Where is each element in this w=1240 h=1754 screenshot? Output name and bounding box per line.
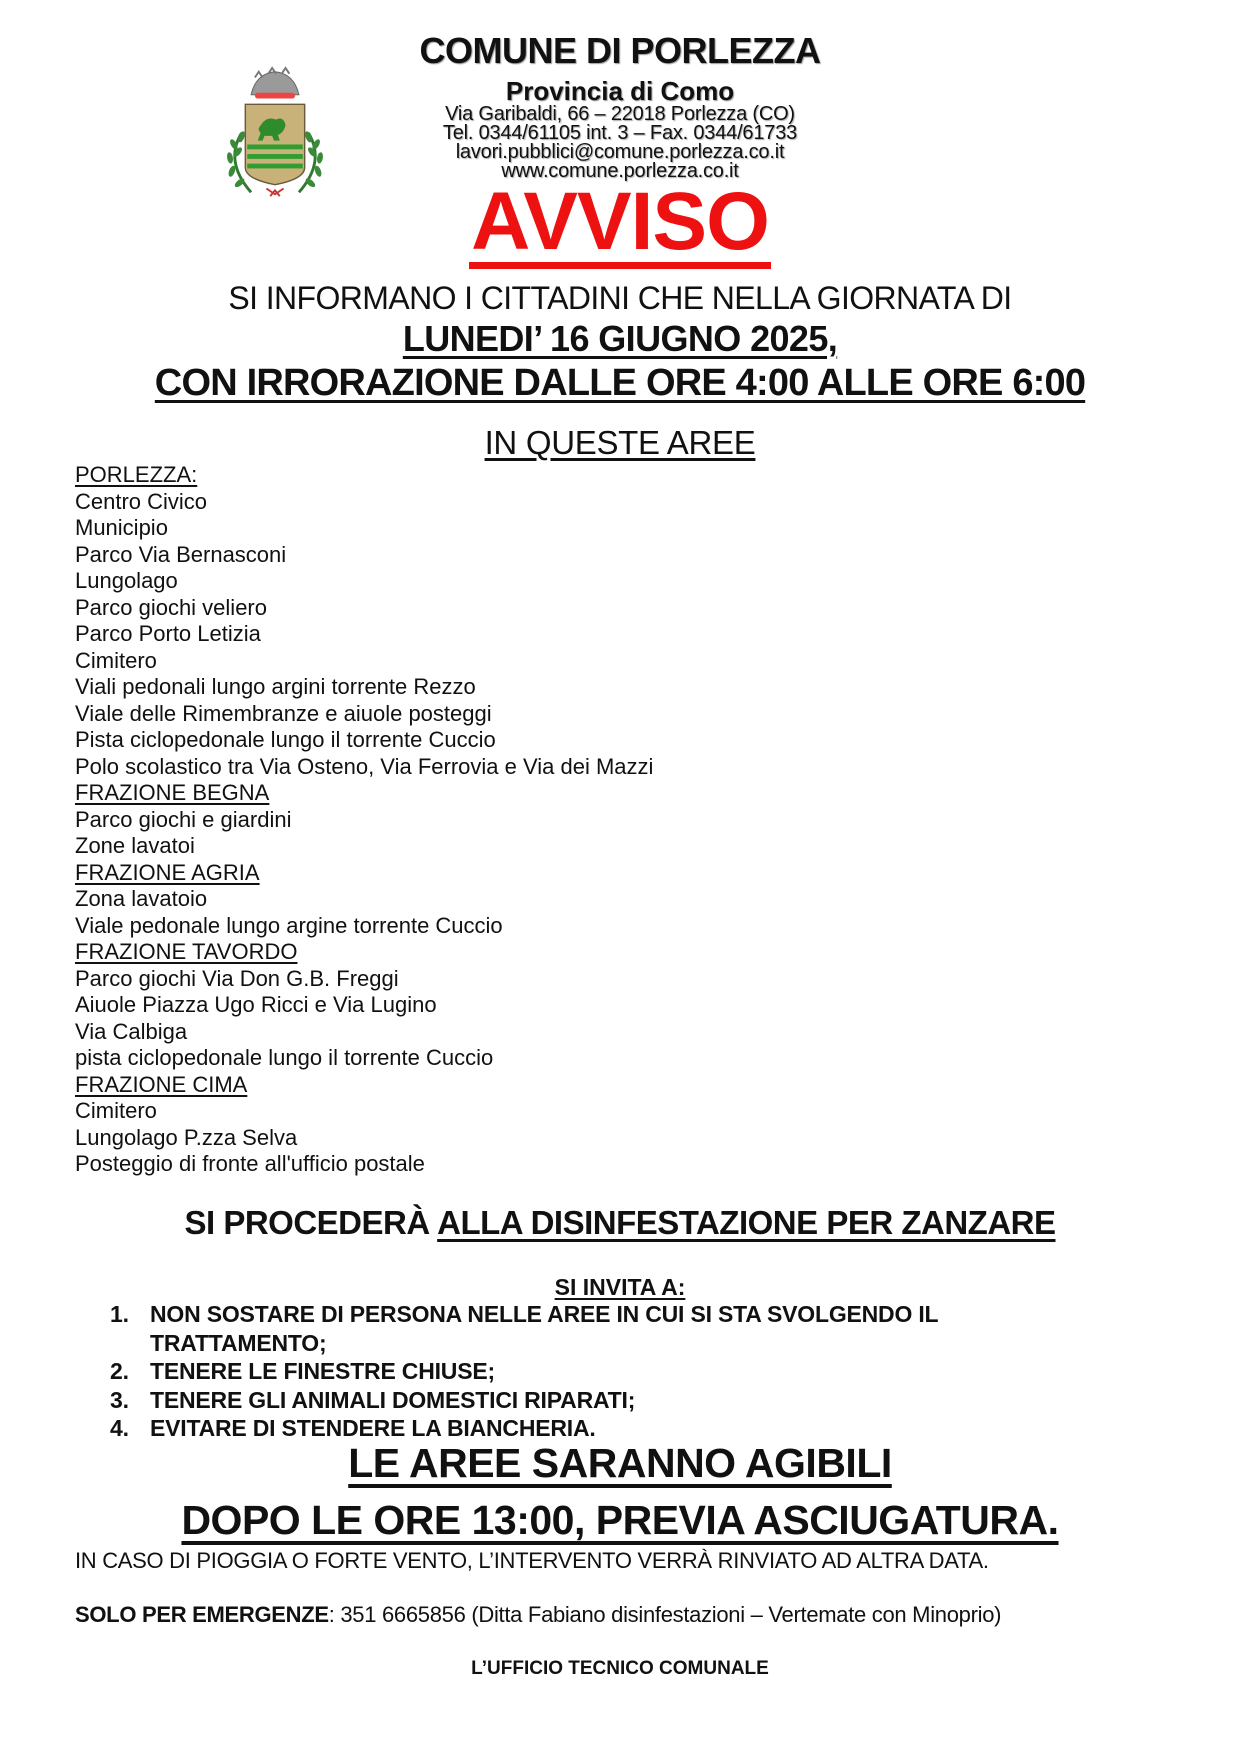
emergency-contact	[75, 1602, 1001, 1628]
availability-line-1: LE AREE SARANNO AGIBILI	[348, 1440, 892, 1486]
rule-text: TENERE GLI ANIMALI DOMESTICI RIPARATI;	[150, 1386, 636, 1413]
time-text: CON IRRORAZIONE DALLE ORE 4:00 ALLE ORE 6:00	[154, 362, 1086, 404]
area-item: Parco Via Bernasconi	[75, 541, 287, 567]
rule-item	[110, 1386, 1110, 1415]
area-item: Lungolago	[75, 568, 178, 593]
area-item: Pista ciclopedonale lungo il torrente Cuccio	[75, 727, 496, 752]
rain-notice: IN CASO DI PIOGGIA O FORTE VENTO, L’INTERVENTO VERRÀ RINVIATO AD ALTRA DATA.	[75, 1548, 989, 1573]
areas-list	[75, 462, 653, 1178]
time-wrap	[0, 362, 1240, 405]
area-item: Viali pedonali lungo argini torrente Rezzo	[75, 674, 476, 699]
area-item: Viale delle Rimembranze e aiuole posteggi	[75, 700, 492, 726]
website-link[interactable]: www.comune.porlezza.co.it	[501, 160, 739, 182]
municipal-crest-icon	[212, 66, 338, 200]
area-group-heading: FRAZIONE BEGNA	[75, 780, 270, 805]
area-item: Cimitero	[75, 647, 157, 673]
municipality-title: COMUNE DI PORLEZZA	[419, 30, 821, 71]
area-item: pista ciclopedonale lungo il torrente Cuccio	[75, 1045, 494, 1070]
area-item: Polo scolastico tra Via Osteno, Via Ferrovia e Via dei Mazzi	[75, 753, 654, 779]
invite-title: SI INVITA A:	[554, 1274, 686, 1300]
procedure-prefix: SI PROCEDERÀ	[184, 1204, 430, 1241]
rule-number: 3.	[110, 1386, 129, 1413]
date-wrap	[0, 318, 1240, 360]
area-group-heading: PORLEZZA:	[75, 462, 198, 487]
area-item: Parco Porto Letizia	[75, 621, 261, 646]
emergency-text: : 351 6665856 (Ditta Fabiano disinfestazioni – Vertemate con Minoprio)	[328, 1602, 1002, 1627]
intro-text: SI INFORMANO I CITTADINI CHE NELLA GIORNATA DI	[228, 280, 1012, 316]
area-item: Parco giochi veliero	[75, 594, 267, 620]
rule-item	[110, 1414, 1110, 1443]
notice-heading-wrap	[0, 176, 1240, 269]
emergency-label: SOLO PER EMERGENZE	[75, 1602, 329, 1627]
rules-list	[110, 1300, 1110, 1443]
rule-number: 1.	[110, 1301, 129, 1327]
area-item: Lungolago P.zza Selva	[75, 1124, 298, 1150]
area-item: Zona lavatoio	[75, 886, 208, 911]
area-group-heading: FRAZIONE TAVORDO	[75, 939, 298, 964]
rule-item	[110, 1357, 1110, 1386]
area-item: Posteggio di fronte all'ufficio postale	[75, 1151, 425, 1176]
area-item: Parco giochi e giardini	[75, 806, 292, 832]
area-group-heading: FRAZIONE AGRIA	[75, 859, 260, 885]
area-item: Municipio	[75, 515, 168, 540]
area-item: Zone lavatoi	[75, 833, 195, 858]
rule-text: TENERE LE FINESTRE CHIUSE;	[150, 1358, 495, 1384]
availability-line-1-wrap	[0, 1440, 1240, 1487]
procedure-line	[0, 1204, 1240, 1242]
area-item: Via Calbiga	[75, 1018, 188, 1044]
area-item: Parco giochi Via Don G.B. Freggi	[75, 965, 399, 991]
rule-text: NON SOSTARE DI PERSONA NELLE AREE IN CUI SI STA SVOLGENDO IL TRATTAMENTO;	[150, 1301, 938, 1356]
availability-line-2-wrap	[0, 1497, 1240, 1544]
province-name: Provincia di Como	[505, 76, 735, 106]
rule-text: EVITARE DI STENDERE LA BIANCHERIA.	[150, 1415, 596, 1441]
rule-item	[110, 1300, 1110, 1357]
availability-line-2: DOPO LE ORE 13:00, PREVIA ASCIUGATURA.	[181, 1497, 1059, 1543]
rule-number: 2.	[110, 1358, 129, 1384]
areas-title: IN QUESTE AREE	[484, 424, 756, 461]
office-signature: L’UFFICIO TECNICO COMUNALE	[471, 1658, 769, 1679]
invite-title-wrap	[0, 1274, 1240, 1301]
area-item: Aiuole Piazza Ugo Ricci e Via Lugino	[75, 992, 437, 1017]
area-item: Centro Civico	[75, 488, 208, 514]
area-item: Viale pedonale lungo argine torrente Cuccio	[75, 912, 503, 938]
area-item: Cimitero	[75, 1098, 157, 1123]
areas-title-wrap	[0, 424, 1240, 462]
notice-heading: AVVISO	[471, 176, 769, 267]
address: Via Garibaldi, 66 – 22018 Porlezza (CO)	[445, 103, 795, 125]
area-group-heading: FRAZIONE CIMA	[75, 1071, 248, 1097]
procedure-action: ALLA DISINFESTAZIONE PER ZANZARE	[437, 1204, 1056, 1241]
phone-fax: Tel. 0344/61105 int. 3 – Fax. 0344/61733	[442, 122, 798, 144]
rule-number: 4.	[110, 1415, 129, 1441]
date-text: LUNEDI’ 16 GIUGNO 2025,	[402, 318, 838, 359]
email-link[interactable]: lavori.pubblici@comune.porlezza.co.it	[455, 141, 785, 163]
